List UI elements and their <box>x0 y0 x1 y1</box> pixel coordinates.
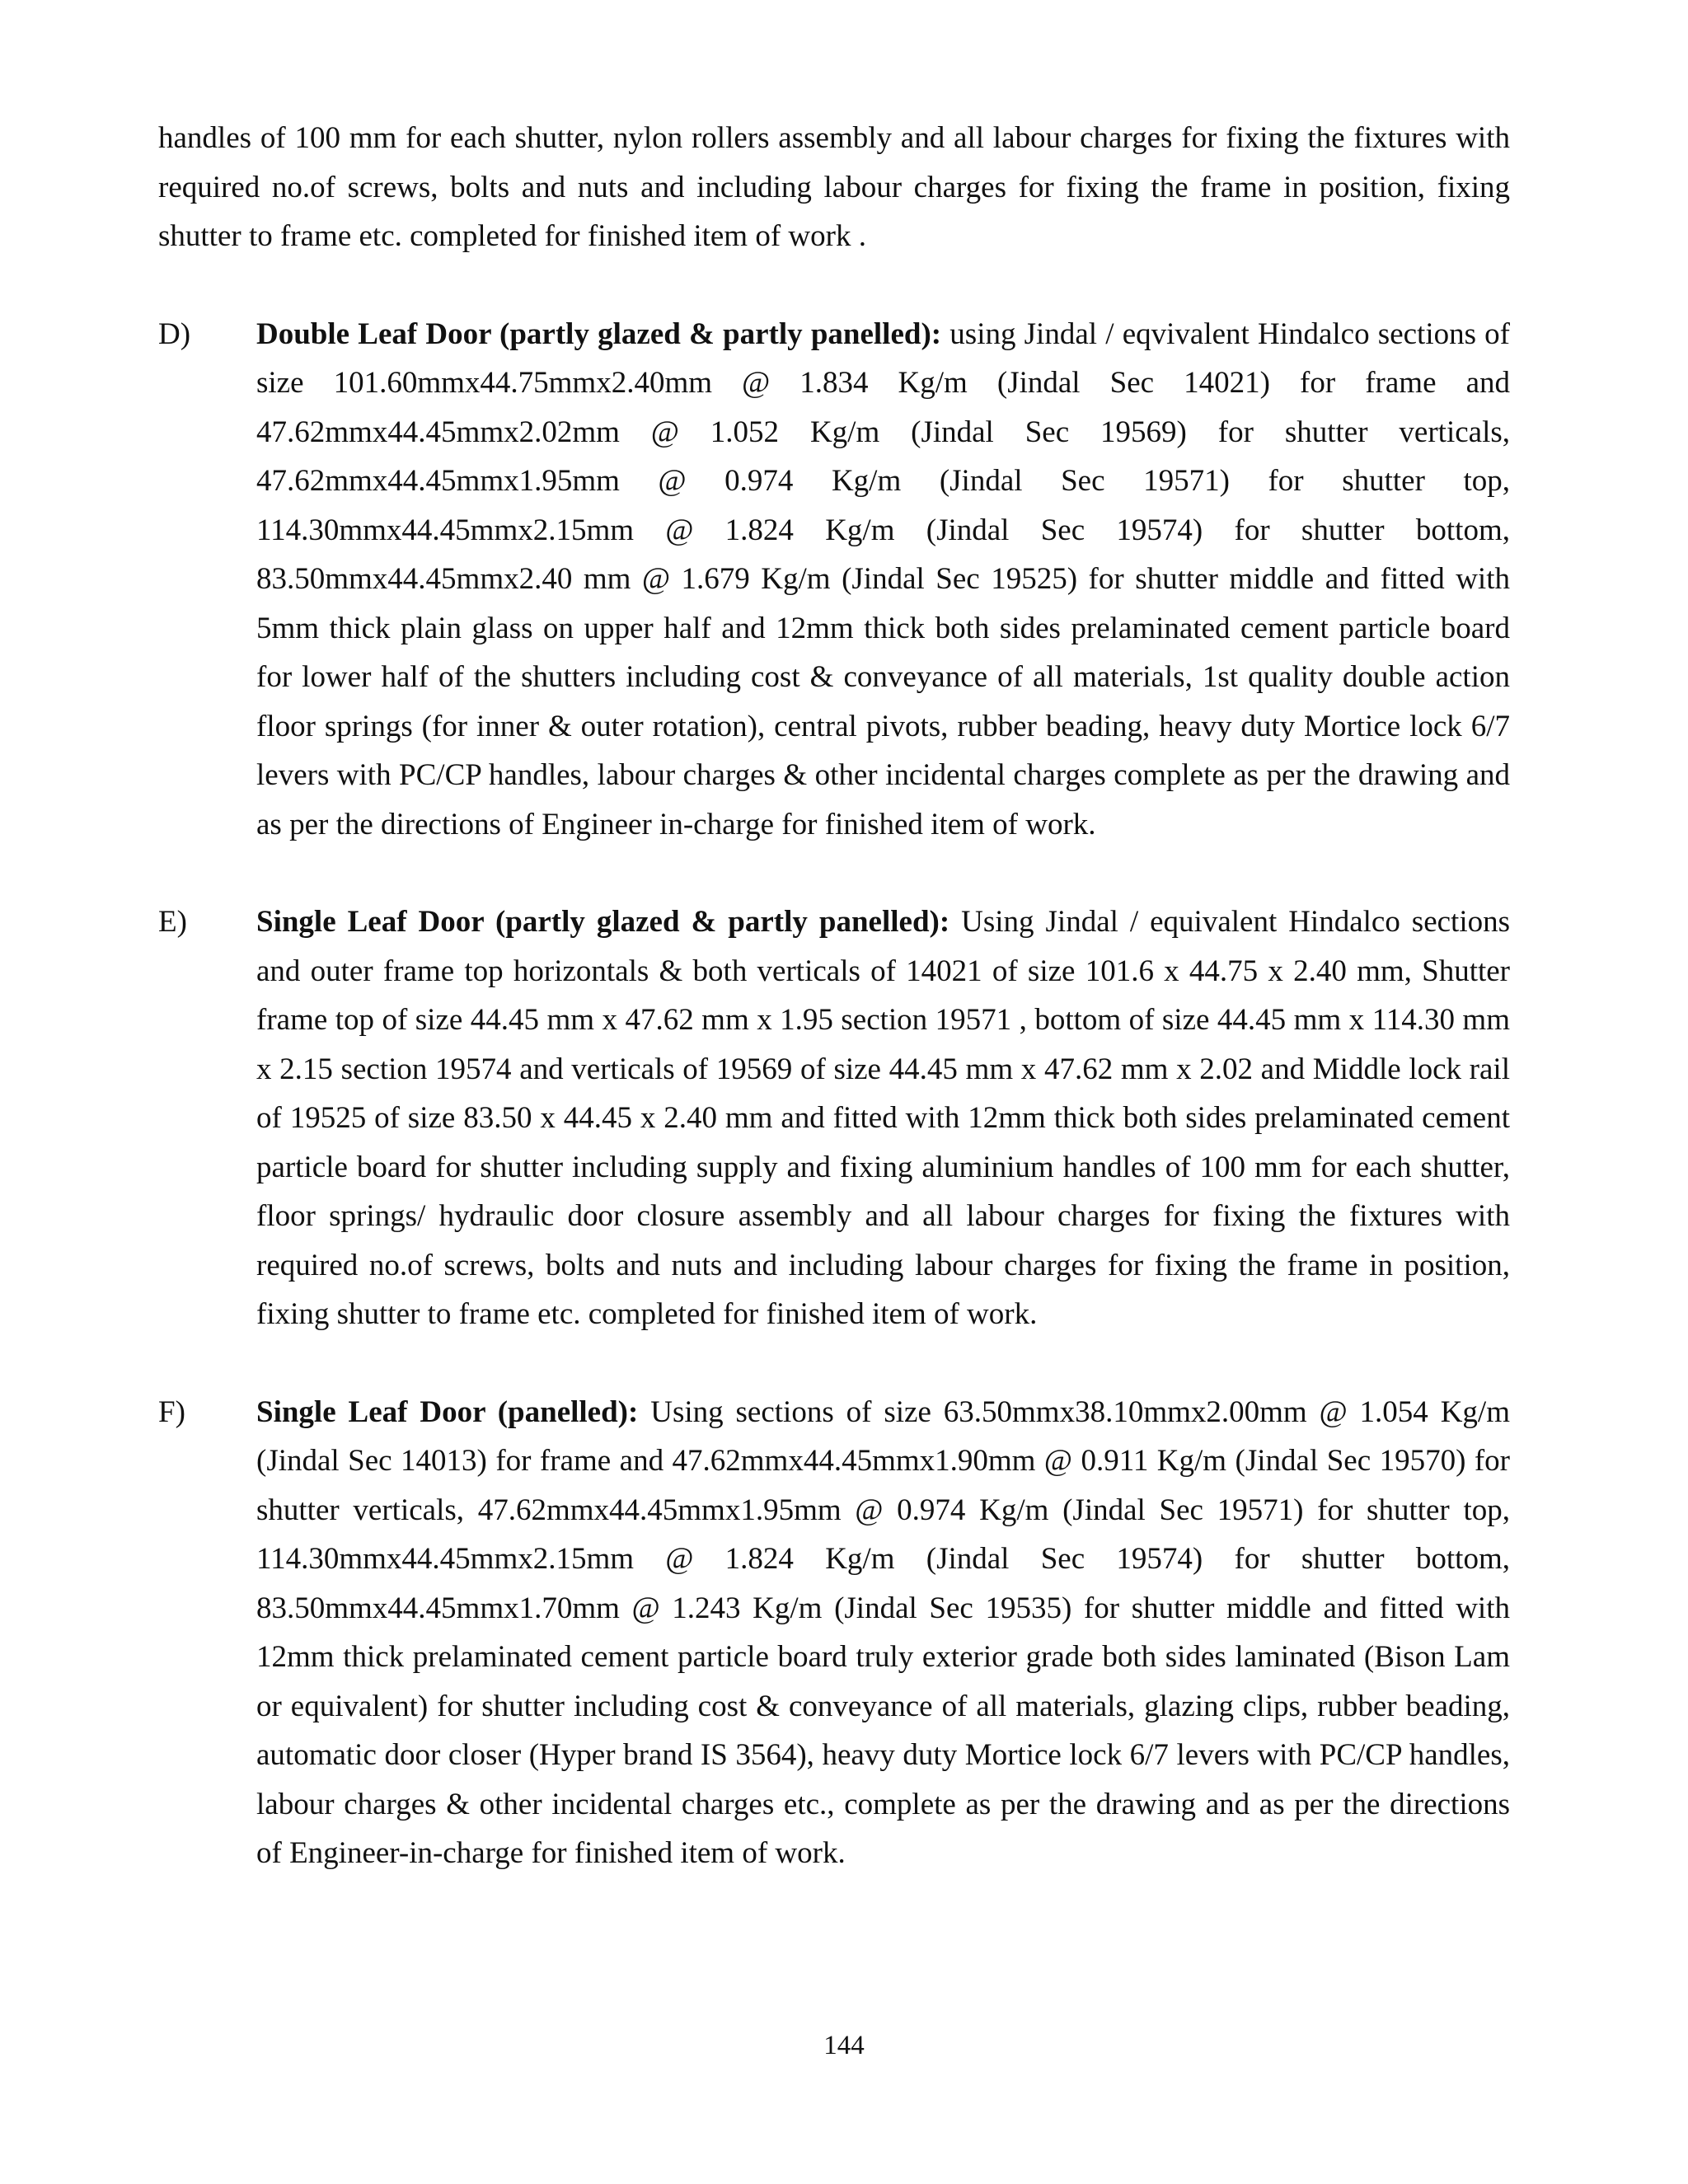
intro-paragraph: handles of 100 mm for each shutter, nylon rollers assembly and all labour charges for fixing the fixtures with required no.of screws, bolts and nuts and including labour charges for fixing the frame in position, fixing shutter to frame etc. completed for finished item of work . <box>158 121 1510 253</box>
item-marker: F) <box>158 1394 185 1429</box>
item-title: Single Leaf Door (partly glazed & partly panelled): <box>256 905 950 939</box>
spec-item-f <box>158 1388 1510 1878</box>
item-marker: D) <box>158 316 191 351</box>
item-title: Double Leaf Door (partly glazed & partly panelled): <box>256 316 942 351</box>
item-marker: E) <box>158 905 187 939</box>
page-number: 144 <box>823 2031 865 2060</box>
item-text: using Jindal / eqvivalent Hindalco sections of size 101.60mmx44.75mmx2.40mm @ 1.834 Kg/m (Jindal Sec 14021) for frame and 47.62mmx44.45mmx2.02mm @ 1.052 Kg/m (Jindal Sec 19569) for shutter verticals, 47.62mmx44.45mmx1.95mm @ 0.974 Kg/m (Jindal Sec 19571) for shutter top, 114.30mmx44.45mmx2.15mm @ 1.824 Kg/m (Jindal Sec 19574) for shutter bottom, 83.50mmx44.45mmx2.40 mm @ 1.679 Kg/m (Jindal Sec 19525) for shutter middle and fitted with 5mm thick plain glass on upper half and 12mm thick both sides prelaminated cement particle board for lower half of the shutters including cost & conveyance of all materials, 1st quality double action floor springs (for inner & outer rotation), central pivots, rubber beading, heavy duty Mortice lock 6/7 levers with PC/CP handles, labour charges & other incidental charges complete as per the drawing and as per the directions of Engineer in-charge for finished item of work. <box>256 316 1511 841</box>
item-body <box>256 1388 1510 1878</box>
item-text: Using sections of size 63.50mmx38.10mmx2.00mm @ 1.054 Kg/m (Jindal Sec 14013) for frame and 47.62mmx44.45mmx1.90mm @ 0.911 Kg/m (Jindal Sec 19570) for shutter verticals, 47.62mmx44.45mmx1.95mm @ 0.974 Kg/m (Jindal Sec 19571) for shutter top, 114.30mmx44.45mmx2.15mm @ 1.824 Kg/m (Jindal Sec 19574) for shutter bottom, 83.50mmx44.45mmx1.70mm @ 1.243 Kg/m (Jindal Sec 19535) for shutter middle and fitted with 12mm thick prelaminated cement particle board truly exterior grade both sides laminated (Bison Lam or equivalent) for shutter including cost & conveyance of all materials, glazing clips, rubber beading, automatic door closer (Hyper brand IS 3564), heavy duty Mortice lock 6/7 levers with PC/CP handles, labour charges & other incidental charges etc., complete as per the drawing and as per the directions of Engineer-in-charge for finished item of work. <box>256 1394 1510 1870</box>
spec-item-e <box>158 898 1510 1339</box>
spec-item-d <box>158 310 1510 850</box>
item-text: Using Jindal / equivalent Hindalco sections and outer frame top horizontals & both verticals of 14021 of size 101.6 x 44.75 x 2.40 mm, Shutter frame top of size 44.45 mm x 47.62 mm x 1.95 section 19571 , bottom of size 44.45 mm x 114.30 mm x 2.15 section 19574 and verticals of 19569 of size 44.45 mm x 47.62 mm x 2.02 and Middle lock rail of 19525 of size 83.50 x 44.45 x 2.40 mm and fitted with 12mm thick both sides prelaminated cement particle board for shutter including supply and fixing aluminium handles of 100 mm for each shutter, floor springs/ hydraulic door closure assembly and all labour charges for fixing the fixtures with required no.of screws, bolts and nuts and including labour charges for fixing the frame in position, fixing shutter to frame etc. completed for finished item of work. <box>256 905 1510 1331</box>
item-body <box>256 898 1510 1339</box>
item-title: Single Leaf Door (panelled): <box>256 1394 639 1429</box>
item-body <box>256 310 1510 850</box>
document-page <box>158 114 1510 1878</box>
